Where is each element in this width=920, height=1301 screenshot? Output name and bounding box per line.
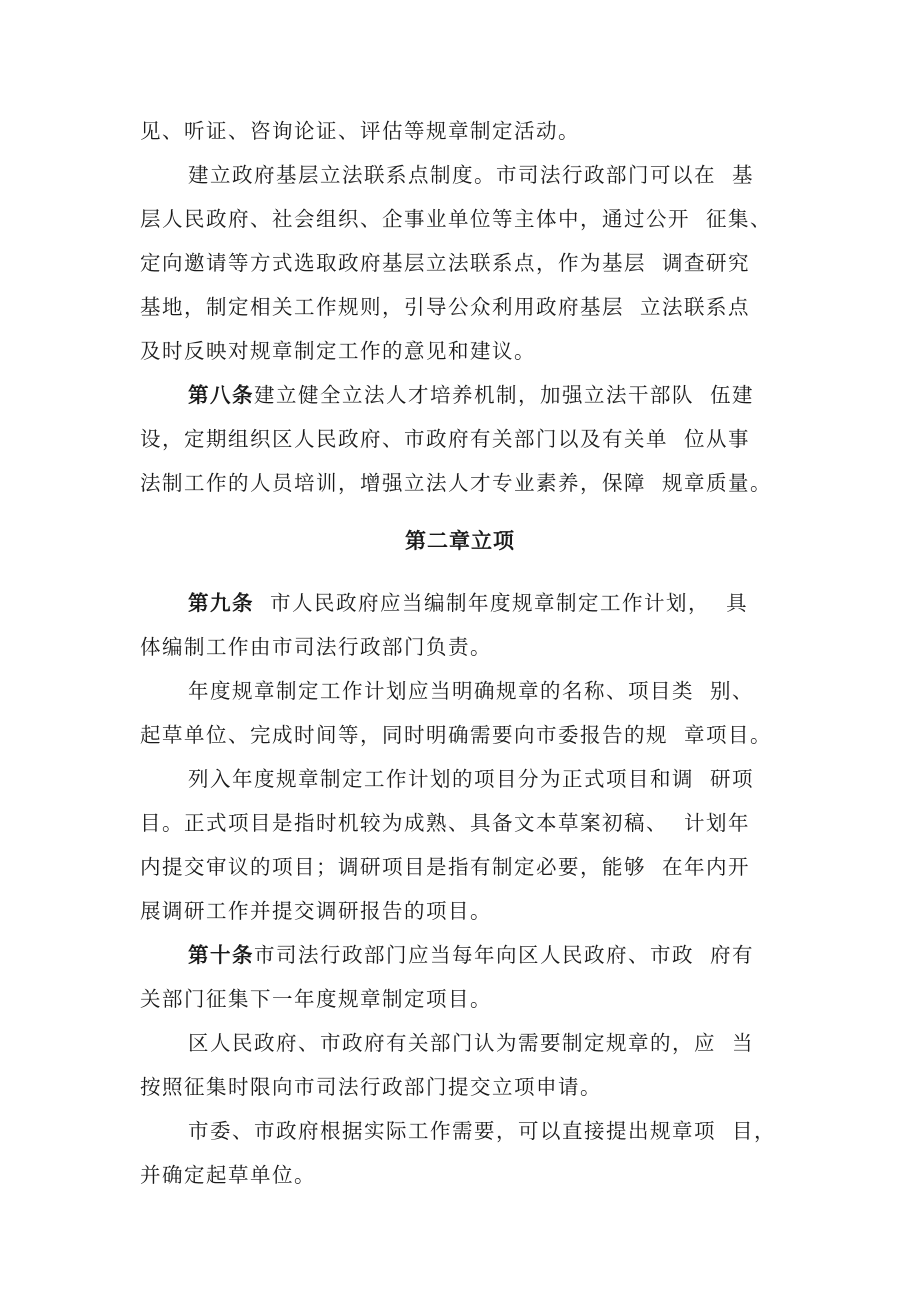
- line-text: 区人民政府、市政府有关部门认为需要制定规章的，应 当: [188, 1031, 755, 1055]
- text-line-14: [188, 762, 754, 796]
- text-line-3: [140, 202, 772, 236]
- article-label: 第九条: [188, 591, 254, 615]
- line-text: 关部门征集下一年度规章制定项目。: [140, 987, 492, 1011]
- article-8-line: [188, 378, 754, 412]
- article-label: 第十条: [188, 943, 254, 967]
- line-text: 展调研工作并提交调研报告的项目。: [140, 899, 492, 923]
- line-text: 目。正式项目是指时机较为成熟、具备文本草案初稿、 计划年: [140, 811, 751, 835]
- text-line-20: [188, 1026, 754, 1060]
- text-line-17: [140, 894, 492, 928]
- line-text: 建立政府基层立法联系点制度。市司法行政部门可以在 基: [188, 163, 755, 187]
- line-text: 及时反映对规章制定工作的意见和建议。: [140, 339, 536, 363]
- line-text: 定向邀请等方式选取政府基层立法联系点，作为基层 调查研究: [140, 251, 751, 275]
- text-line-22: [188, 1114, 776, 1148]
- line-text: 体编制工作由市司法行政部门负责。: [140, 635, 492, 659]
- chapter-heading: 第二章立项: [405, 529, 515, 553]
- line-text: 并确定起草单位。: [140, 1163, 316, 1187]
- line-text: 列入年度规章制定工作计划的项目分为正式项目和调 研项: [188, 767, 755, 791]
- text-line-2: [188, 158, 754, 192]
- line-text: 基地，制定相关工作规则，引导公众利用政府基层 立法联系点: [140, 295, 751, 319]
- line-text: 市司法行政部门应当每年向区人民政府、市政 府有: [254, 943, 755, 967]
- line-text: 层人民政府、社会组织、企事业单位等主体中，通过公开 征集、: [140, 207, 773, 231]
- text-line-13: [140, 718, 772, 752]
- line-text: 年度规章制定工作计划应当明确规章的名称、项目类 别、: [188, 679, 755, 703]
- text-line-12: [188, 674, 754, 708]
- text-line-8: [140, 422, 750, 456]
- line-text: 市人民政府应当编制年度规章制定工作计划， 具: [254, 591, 749, 615]
- text-line-19: [140, 982, 492, 1016]
- text-line-11: [140, 630, 492, 664]
- line-text: 按照征集时限向市司法行政部门提交立项申请。: [140, 1075, 602, 1099]
- line-text: 见、听证、咨询论证、评估等规章制定活动。: [140, 119, 580, 143]
- line-text: 市委、市政府根据实际工作需要，可以直接提出规章项 目，: [188, 1119, 777, 1143]
- line-text: 内提交审议的项目；调研项目是指有制定必要，能够 在年内开: [140, 855, 751, 879]
- line-text: 法制工作的人员培训，增强立法人才专业素养，保障 规章质量。: [140, 471, 773, 495]
- text-line-9: [140, 466, 772, 500]
- text-line-16: [140, 850, 750, 884]
- text-line-5: [140, 290, 750, 324]
- text-line-23: [140, 1158, 316, 1192]
- text-line-1: [140, 114, 580, 148]
- line-text: 起草单位、完成时间等，同时明确需要向市委报告的规 章项目。: [140, 723, 773, 747]
- line-text: 设，定期组织区人民政府、市政府有关部门以及有关单 位从事: [140, 427, 751, 451]
- text-line-15: [140, 806, 750, 840]
- text-line-4: [140, 246, 750, 280]
- line-text: 建立健全立法人才培养机制，加强立法干部队 伍建: [254, 383, 755, 407]
- article-9-line: [188, 586, 748, 620]
- article-10-line: [188, 938, 754, 972]
- text-line-21: [140, 1070, 602, 1104]
- article-label: 第八条: [188, 383, 254, 407]
- text-line-6: [140, 334, 536, 368]
